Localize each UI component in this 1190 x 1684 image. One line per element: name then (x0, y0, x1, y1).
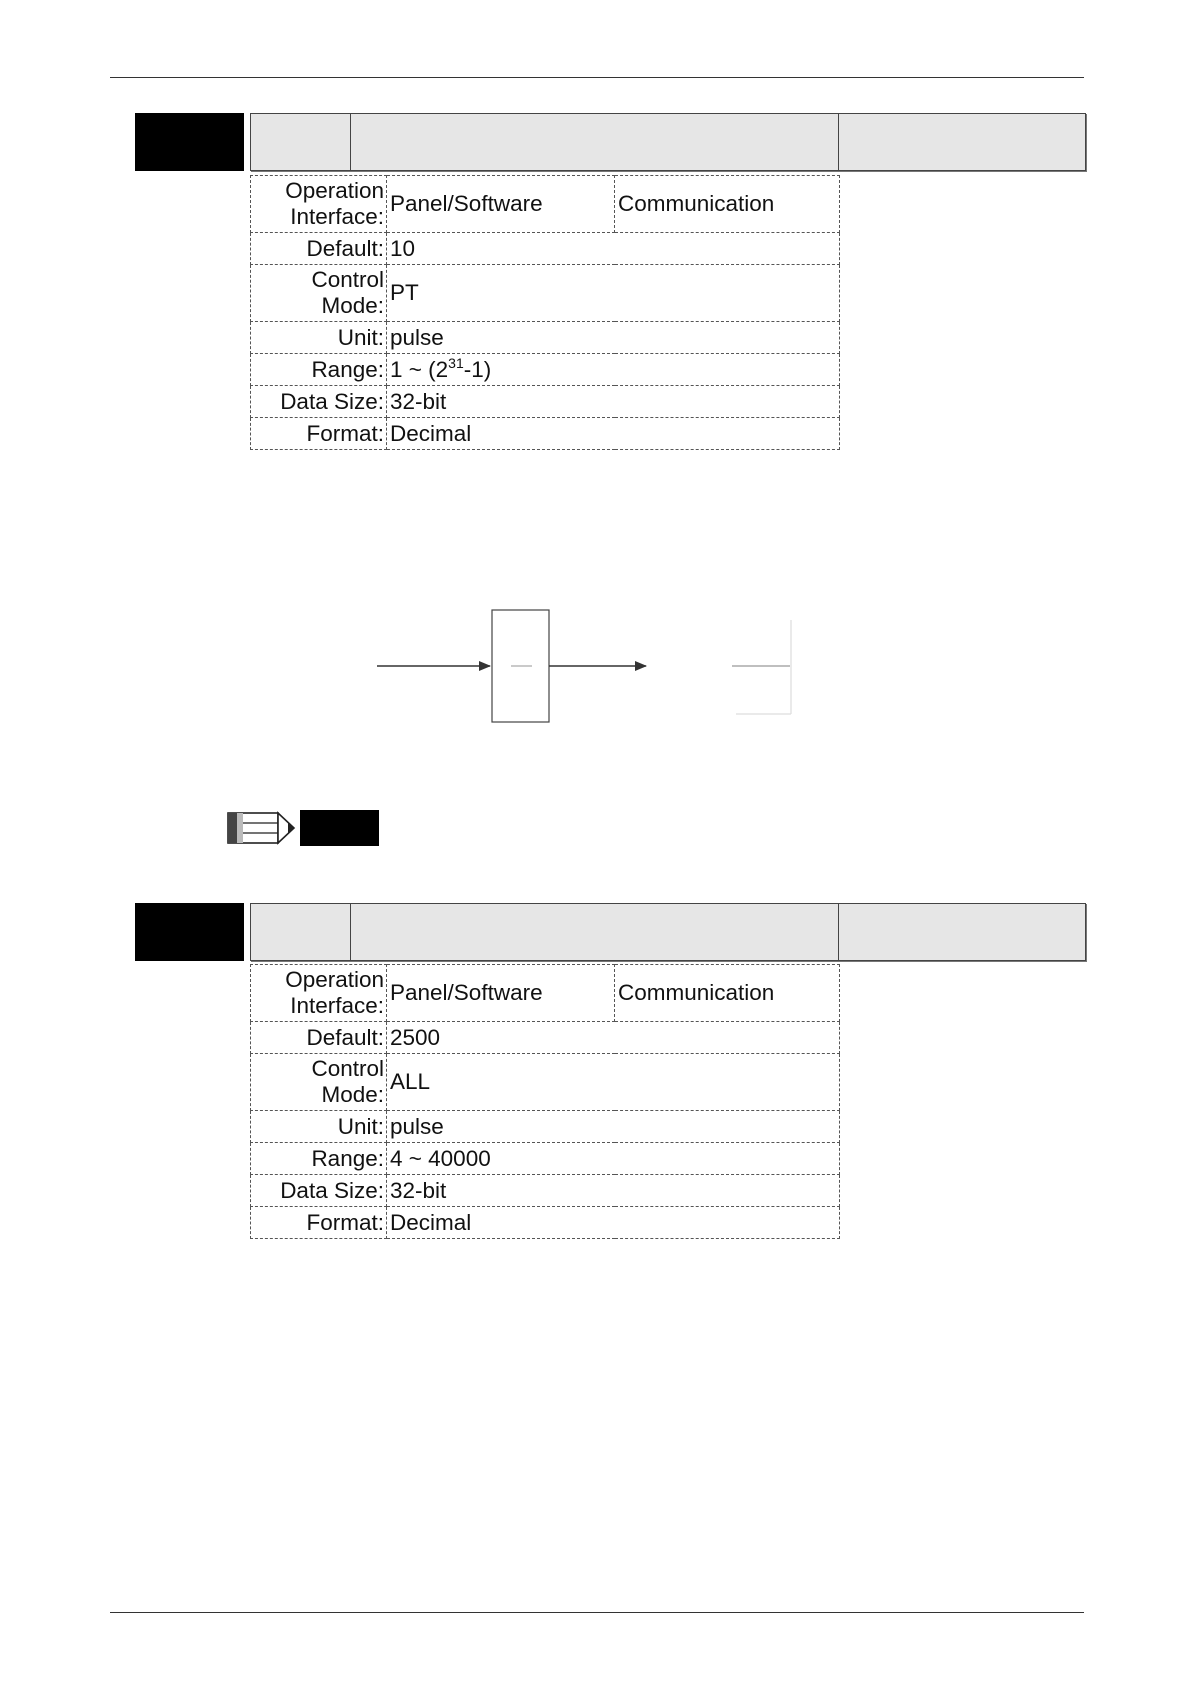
parameter-2-title-bar (250, 903, 1086, 961)
default-value: 10 (387, 233, 840, 265)
operation-interface-label: Operation Interface: (251, 176, 387, 233)
table-row (251, 176, 840, 233)
parameter-2-title-cell-1 (251, 904, 351, 960)
top-rule (110, 77, 1084, 78)
default-label: Default: (251, 233, 387, 265)
table-row (251, 354, 840, 386)
unit-value: pulse (387, 1111, 840, 1143)
format-value: Decimal (387, 418, 840, 450)
default-value: 2500 (387, 1022, 840, 1054)
format-label: Format: (251, 1207, 387, 1239)
table-row (251, 418, 840, 450)
table-row (251, 1054, 840, 1111)
table-row (251, 233, 840, 265)
parameter-2-spec-table (250, 964, 840, 1239)
table-row (251, 1207, 840, 1239)
parameter-1-title-bar (250, 113, 1086, 171)
data-size-value: 32-bit (387, 1175, 840, 1207)
data-size-label: Data Size: (251, 1175, 387, 1207)
range-value: 1 ~ $(2^{31}-1)$ (387, 354, 840, 386)
parameter-2-code (135, 903, 244, 961)
control-mode-value: ALL (387, 1054, 840, 1111)
communication-value: Communication (615, 965, 840, 1022)
parameter-2-header (135, 903, 1085, 961)
table-row (251, 1111, 840, 1143)
table-row (251, 965, 840, 1022)
parameter-2-name (351, 904, 839, 960)
parameter-1-spec-table (250, 175, 840, 450)
parameter-1-code (135, 113, 244, 171)
control-mode-value: PT (387, 265, 840, 322)
communication-value: Communication (615, 176, 840, 233)
data-size-value: 32-bit (387, 386, 840, 418)
table-row (251, 265, 840, 322)
unit-label: Unit: (251, 322, 387, 354)
parameter-1-header (135, 113, 1085, 171)
table-row (251, 1022, 840, 1054)
data-size-label: Data Size: (251, 386, 387, 418)
parameter-2-address (839, 904, 1085, 960)
format-label: Format: (251, 418, 387, 450)
parameter-1-title-cell-1 (251, 114, 351, 170)
parameter-1-name (351, 114, 839, 170)
note-label (300, 810, 379, 846)
unit-value: pulse (387, 322, 840, 354)
default-label: Default: (251, 1022, 387, 1054)
control-mode-label: Control Mode: (251, 1054, 387, 1111)
parameter-1-address (839, 114, 1085, 170)
range-label: Range: (251, 1143, 387, 1175)
range-label: Range: (251, 354, 387, 386)
panel-software-value: Panel/Software (387, 965, 615, 1022)
table-row (251, 322, 840, 354)
panel-software-value: Panel/Software (387, 176, 615, 233)
range-value: 4 ~ 40000 (387, 1143, 840, 1175)
table-row (251, 1143, 840, 1175)
bottom-rule (110, 1612, 1084, 1613)
control-mode-label: Control Mode: (251, 265, 387, 322)
note-marker (226, 808, 381, 848)
unit-label: Unit: (251, 1111, 387, 1143)
block-diagram (370, 600, 810, 730)
table-row (251, 1175, 840, 1207)
format-value: Decimal (387, 1207, 840, 1239)
pencil-icon (226, 808, 298, 848)
table-row (251, 386, 840, 418)
operation-interface-label: Operation Interface: (251, 965, 387, 1022)
